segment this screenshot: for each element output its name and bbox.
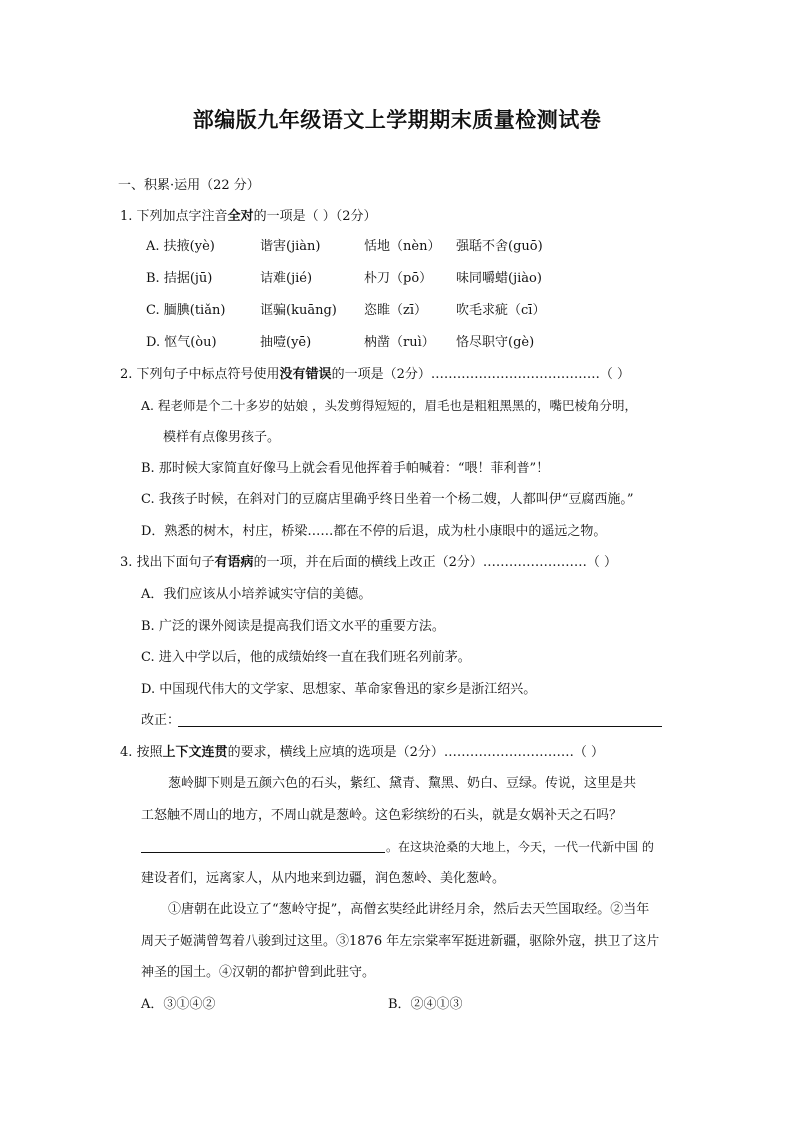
q1-option-d-2: 抽噎(yē) [260, 335, 312, 350]
question-4-stem [120, 743, 604, 763]
q1-option-d-3: 枘凿（ruì） [364, 335, 435, 350]
q4-option-b: B．②④①③ [388, 997, 463, 1012]
q3-option-a: A．我们应该从小培养诚实守信的美德。 [141, 587, 372, 602]
q1-option-a-4: 强聒不舍(guō) [456, 239, 543, 254]
question-2-stem [120, 365, 630, 385]
question-4-emphasis: 上下文连贯 [162, 745, 228, 760]
q3-option-c: C. 进入中学以后，他的成绩始终一直在我们班名列前茅。 [141, 650, 471, 665]
question-2-emphasis: 没有错误 [279, 367, 332, 382]
q1-option-c-2: 诓骗(kuāng) [260, 303, 337, 318]
q1-option-c-1: C. 腼腆(tiǎn) [146, 303, 226, 318]
q1-option-a-1: A. 扶掖(yè) [146, 239, 215, 254]
q4-passage-line2: 工怒触不周山的地方，不周山就是葱岭。这色彩缤纷的石头，就是女娲补天之石吗？ [141, 808, 623, 823]
q1-option-b-2: 诘难(jié) [260, 271, 313, 286]
q2-option-c: C. 我孩子时候，在斜对门的豆腐店里确乎终日坐着一个杨二嫂，人都叫伊“豆腐西施。” [141, 492, 634, 507]
q1-option-d-4: 恪尽职守(gè) [456, 335, 535, 350]
q4-passage-line3: 。在这块沧桑的大地上，今天，一代一代新中国 的 [386, 840, 654, 854]
q3-fix-answer-line[interactable] [178, 726, 662, 727]
q3-option-d: D. 中国现代伟大的文学家、思想家、革命家鲁迅的家乡是浙江绍兴。 [141, 682, 537, 697]
q1-option-b-4: 味同嚼蜡(jiào) [456, 271, 542, 286]
q3-fix-label: 改正： [141, 713, 181, 728]
q1-option-c-4: 吹毛求疵（cī） [456, 303, 546, 318]
q2-option-a-line2: 模样有点像男孩子。 [163, 430, 281, 445]
question-1-emphasis: 全对 [227, 209, 254, 224]
question-3-stem [120, 553, 617, 573]
question-3-prefix: 3. 找出下面句子 [120, 555, 215, 570]
q4-choices-line2: 周天子姬满曾驾着八骏到过这里。③1876 年左宗棠率军挺进新疆，驱除外寇，拱卫了这片 [141, 934, 660, 949]
q4-fill-blank-line[interactable] [141, 852, 385, 853]
q1-option-a-2: 谐害(jiàn) [260, 239, 321, 254]
question-1-stem [120, 207, 376, 227]
question-2-prefix: 2. 下列句子中标点符号使用 [120, 367, 280, 382]
q1-option-d-1: D. 怄气(òu) [146, 335, 217, 350]
page-title: 部编版九年级语文上学期期末质量检测试卷 [192, 108, 602, 132]
q4-passage-line4: 建设者们，远离家人，从内地来到边疆，润色葱岭、美化葱岭。 [141, 871, 506, 886]
q4-option-a: A．③①④② [141, 997, 216, 1012]
question-3-suffix: 的一项，并在后面的横线上改正（2分）……………………（ ） [253, 555, 617, 570]
q4-choices-line3: 神圣的国土。④汉朝的都护曾到此驻守。 [141, 965, 376, 980]
q1-option-c-3: 恣睢（zī） [364, 303, 428, 318]
question-3-emphasis: 有语病 [214, 555, 254, 570]
question-1-suffix: 的一项是（ ）（2分） [253, 209, 377, 224]
question-4-prefix: 4. 按照 [120, 745, 163, 760]
q1-option-a-3: 恬地（nèn） [364, 239, 441, 254]
question-4-suffix: 的要求，横线上应填的选项是（2分）…………………………（ ） [227, 745, 604, 760]
question-1-prefix: 1. 下列加点字注音 [120, 209, 228, 224]
q3-option-b: B. 广泛的课外阅读是提高我们语文水平的重要方法。 [141, 619, 445, 634]
section-heading: 一、积累·运用（22 分） [118, 178, 260, 193]
q1-option-b-3: 朴刀（pō） [364, 271, 433, 286]
q1-option-b-1: B. 拮据(jū) [146, 271, 213, 286]
q4-choices-line1: ①唐朝在此设立了“葱岭守捉”，高僧玄奘经此讲经月余，然后去天竺国取经。②当年 [168, 902, 650, 917]
q2-option-d: D．熟悉的树木，村庄，桥梁……都在不停的后退，成为杜小康眼中的遥远之物。 [141, 524, 607, 539]
q2-option-b: B. 那时候大家简直好像马上就会看见他挥着手帕喊着：“喂！菲利普”！ [141, 461, 550, 476]
q2-option-a-line1: A. 程老师是个二十多岁的姑娘 ，头发剪得短短的，眉毛也是粗粗黑黑的，嘴巴棱角分明， [141, 398, 637, 413]
q4-passage-line1: 葱岭脚下则是五颜六色的石头，紫红、黛青、黧黑、奶白、豆绿。传说，这里是共 [168, 776, 637, 791]
question-2-suffix: 的一项是（2分）…………………………………（ ） [331, 367, 630, 382]
